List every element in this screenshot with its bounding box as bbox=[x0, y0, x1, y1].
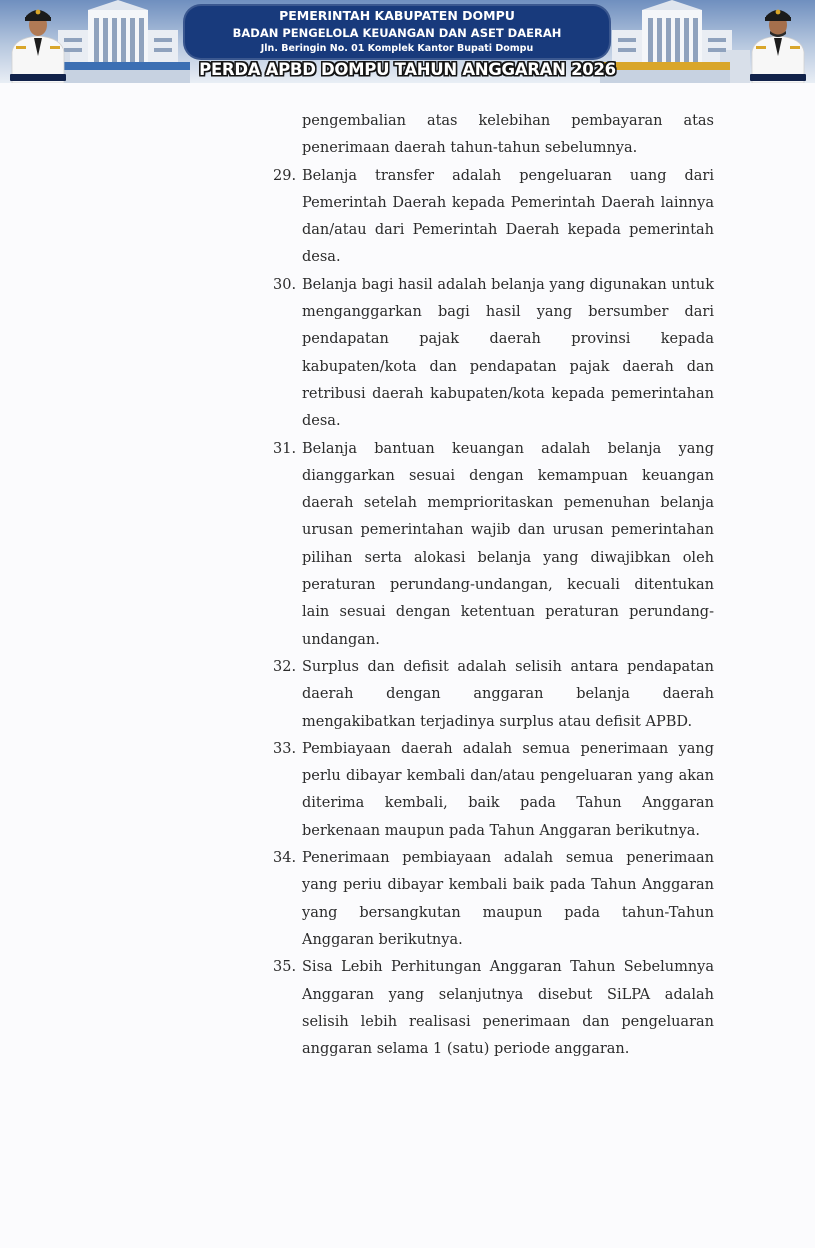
item-number: 30. bbox=[273, 276, 297, 293]
item-number: 33. bbox=[273, 740, 297, 757]
item-number: 32. bbox=[273, 658, 297, 675]
document-body bbox=[0, 108, 815, 1063]
item-text: Penerimaan pembiayaan adalah semua penerimaan yang periu dibayar kembali baik pada Tahun Anggaran yang bersangkutan maupun pada tahun-Tahun Anggaran berikutnya. bbox=[302, 850, 714, 948]
list-item bbox=[273, 736, 714, 845]
list-item bbox=[273, 163, 714, 272]
header-banner bbox=[0, 0, 815, 83]
header-address: Jln. Beringin No. 01 Komplek Kantor Bupati Dompu bbox=[260, 43, 534, 54]
item-number: 29. bbox=[273, 167, 297, 184]
item-text: Pembiayaan daerah adalah semua penerimaan yang perlu dibayar kembali dan/atau pengeluaran yang akan diterima kembali, baik pada Tahun Anggaran berkenaan maupun pada Tahun Anggaran berikutnya. bbox=[302, 740, 714, 839]
item-text: Belanja transfer adalah pengeluaran uang dari Pemerintah Daerah kepada Pemerintah Daerah lainnya dan/atau dari Pemerintah Daerah kepada pemerintah desa. bbox=[302, 167, 714, 266]
item-number: 34. bbox=[273, 850, 297, 867]
item-number: 31. bbox=[273, 440, 297, 457]
list-item bbox=[273, 654, 714, 736]
item-text: Surplus dan defisit adalah selisih antara pendapatan daerah dengan anggaran belanja daerah mengakibatkan terjadinya surplus atau defisit APBD. bbox=[302, 658, 714, 730]
item-text: Sisa Lebih Perhitungan Anggaran Tahun Sebelumnya Anggaran yang selanjutnya disebut SiLPA adalah selisih lebih realisasi penerimaan dan pengeluaran anggaran selama 1 (satu) periode anggaran. bbox=[302, 959, 714, 1058]
list-item bbox=[273, 845, 714, 954]
list-item bbox=[273, 954, 714, 1063]
item-text: Belanja bantuan keuangan adalah belanja yang dianggarkan sesuai dengan kemampuan keuangan daerah setelah memprioritaskan pemenuhan belanja urusan pemerintahan wajib dan urusan pemerintahan pilihan serta alokasi belanja yang diwajibkan oleh peraturan perundang-undangan, kecuali ditentukan lain sesuai dengan ketentuan peraturan perundang-undangan. bbox=[302, 440, 714, 648]
header-subtitle: PERDA APBD DOMPU TAHUN ANGGARAN 2026 bbox=[199, 60, 616, 79]
continuation-paragraph: pengembalian atas kelebihan pembayaran atas penerimaan daerah tahun-tahun sebelumnya. bbox=[302, 113, 714, 157]
list-item bbox=[273, 436, 714, 654]
header-government-name: PEMERINTAH KABUPATEN DOMPU bbox=[279, 8, 515, 23]
item-text: Belanja bagi hasil adalah belanja yang digunakan untuk menganggarkan bagi hasil yang bersumber dari pendapatan pajak daerah provinsi kepada kabupaten/kota dan pendapatan pajak daerah dan retribusi daerah kabupaten/kota kepada pemerintahan desa. bbox=[302, 276, 715, 430]
header-agency-name: BADAN PENGELOLA KEUANGAN DAN ASET DAERAH bbox=[232, 26, 562, 40]
list-item bbox=[273, 272, 715, 436]
item-number: 35. bbox=[273, 959, 297, 976]
